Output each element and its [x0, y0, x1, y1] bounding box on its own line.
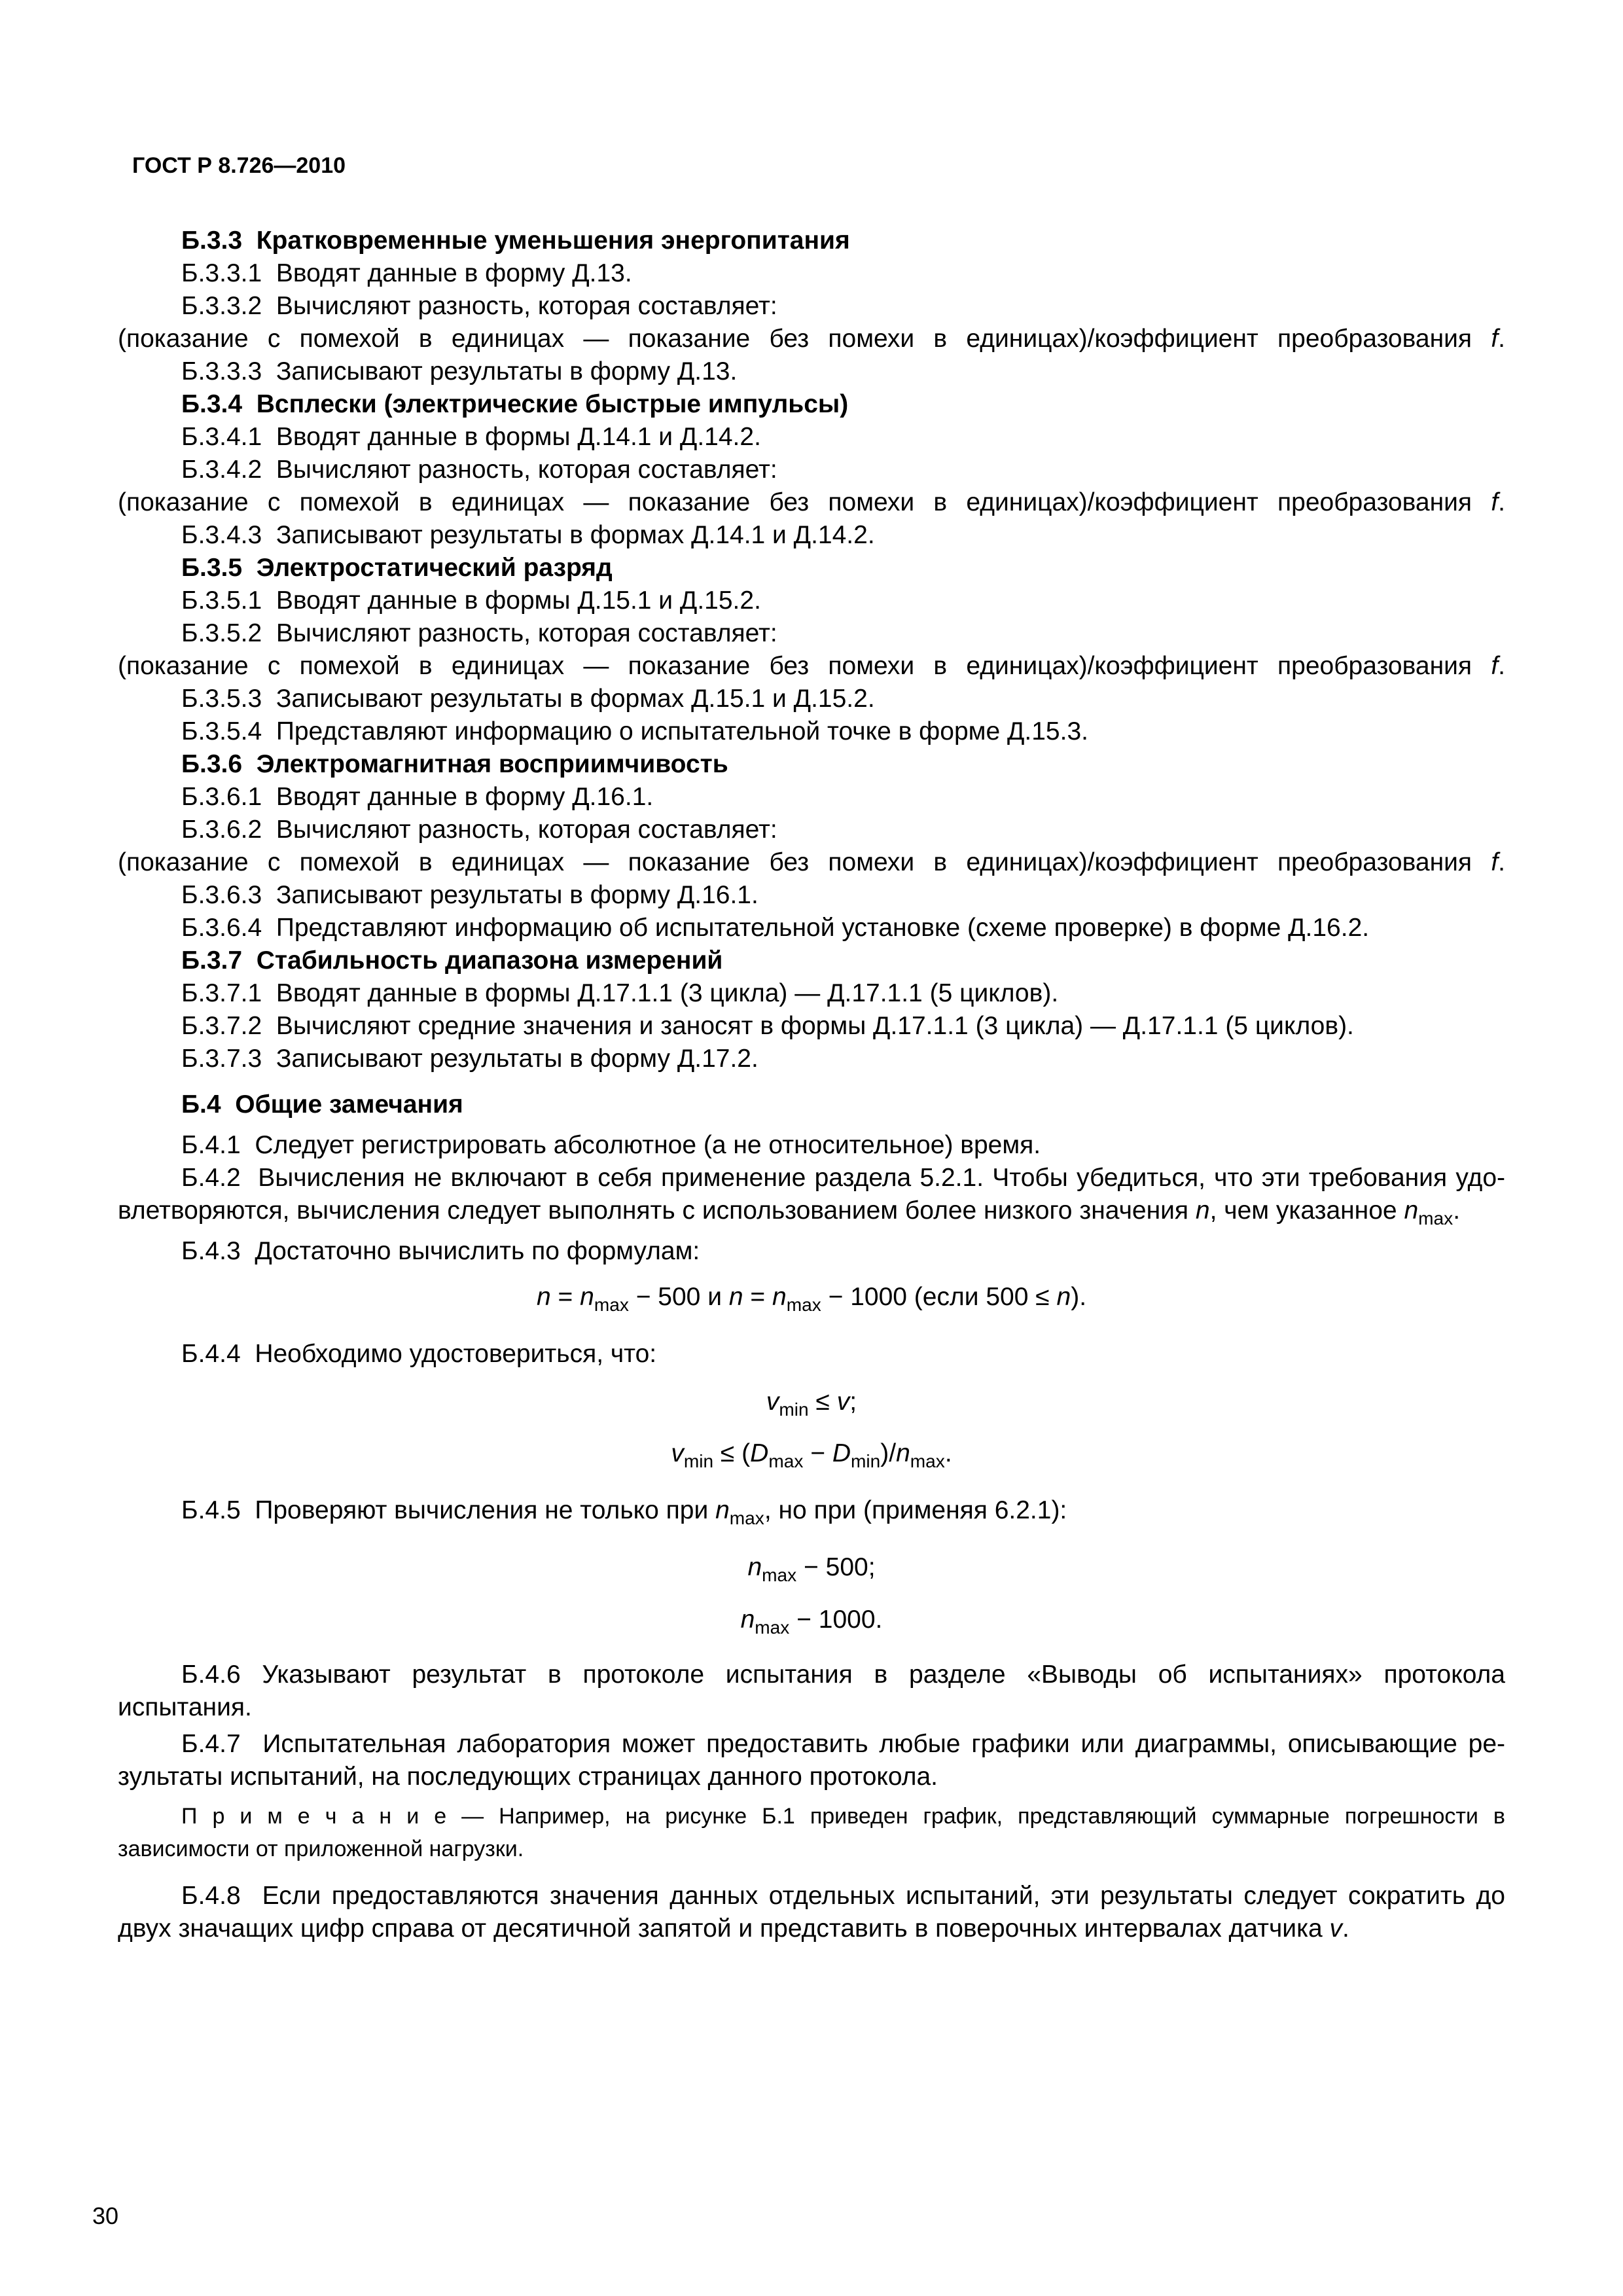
text-line: Б.3.3 Кратковременные уменьшения энергопитания	[181, 226, 850, 255]
text-line: Б.3.6.3 Записывают результаты в форму Д.16.1.	[181, 881, 758, 909]
text-line: $v_{min} \le v$;	[766, 1387, 857, 1420]
text-line: Б.3.7 Стабильность диапазона измерений	[181, 946, 723, 975]
text-line: Б.3.4.3 Записывают результаты в формах Д.14.1 и Д.14.2.	[181, 521, 875, 549]
text-line: $n_{max} - 1000$.	[740, 1605, 883, 1638]
text-line: Б.3.5.3 Записывают результаты в формах Д.15.1 и Д.15.2.	[181, 685, 875, 713]
text-line: (показание с помехой в единицах — показание без помехи в единицах)/коэффициент преобразования f.	[118, 652, 1505, 680]
text-line: Б.3.6.2 Вычисляют разность, которая составляет:	[181, 816, 777, 844]
text-line: Б.4.6 Указывают результат в протоколе испытания в разделе «Выводы об испытаниях» протокола	[181, 1660, 1505, 1689]
text-line: (показание с помехой в единицах — показание без помехи в единицах)/коэффициент преобразования f.	[118, 325, 1505, 353]
page-number: 30	[92, 2202, 119, 2229]
text-line: (показание с помехой в единицах — показание без помехи в единицах)/коэффициент преобразования f.	[118, 488, 1505, 516]
text-line: Б.4.8 Если предоставляются значения данных отдельных испытаний, эти результаты следует сократить до	[181, 1881, 1505, 1910]
text-line: Б.4.2 Вычисления не включают в себя применение раздела 5.2.1. Чтобы убедиться, что эти требования удо-	[181, 1164, 1505, 1192]
text-line: Б.3.5 Электростатический разряд	[181, 554, 613, 582]
text-line: $n = n_{max} - 500$ и $n = n_{max} - 1000$ (если 500 ≤ n).	[536, 1282, 1087, 1315]
text-line: Б.3.5.1 Вводят данные в формы Д.15.1 и Д.15.2.	[181, 586, 761, 615]
text-line: Б.4.3 Достаточно вычислить по формулам:	[181, 1236, 700, 1265]
text-line: зависимости от приложенной нагрузки.	[118, 1836, 524, 1861]
text-line: Б.4.1 Следует регистрировать абсолютное (а не относительное) время.	[181, 1131, 1041, 1159]
text-line: $v_{min} \le (D_{max} - D_{min})/n_{max}$.	[671, 1439, 952, 1471]
text-line: (показание с помехой в единицах — показание без помехи в единицах)/коэффициент преобразования f.	[118, 848, 1505, 876]
text-line: Б.3.7.1 Вводят данные в формы Д.17.1.1 (3 цикла) — Д.17.1.1 (5 циклов).	[181, 979, 1059, 1007]
text-line: Б.4 Общие замечания	[181, 1090, 463, 1119]
text-line: Б.3.3.3 Записывают результаты в форму Д.13.	[181, 357, 738, 386]
text-line: Б.3.7.3 Записывают результаты в форму Д.17.2.	[181, 1045, 758, 1073]
text-line: Б.3.5.2 Вычисляют разность, которая составляет:	[181, 619, 777, 647]
text-line: Б.3.6.1 Вводят данные в форму Д.16.1.	[181, 783, 654, 811]
text-line: влетворяются, вычисления следует выполнять с использованием более низкого значения n, чем указанное $n_{max}$.	[118, 1196, 1461, 1229]
text-line: Б.3.4.1 Вводят данные в формы Д.14.1 и Д.14.2.	[181, 423, 761, 451]
text-line: Б.3.6 Электромагнитная восприимчивость	[181, 750, 728, 778]
standard-number-header: ГОСТ Р 8.726—2010	[132, 153, 346, 178]
text-line: Б.3.7.2 Вычисляют средние значения и заносят в формы Д.17.1.1 (3 цикла) — Д.17.1.1 (5 циклов).	[181, 1012, 1354, 1040]
text-line: Б.3.4 Всплески (электрические быстрые импульсы)	[181, 390, 849, 418]
text-line: испытания.	[118, 1693, 252, 1721]
text-line: Б.3.3.2 Вычисляют разность, которая составляет:	[181, 292, 777, 320]
text-line: Б.3.4.2 Вычисляют разность, которая составляет:	[181, 456, 777, 484]
text-line: Б.3.6.4 Представляют информацию об испытательной установке (схеме проверке) в форме Д.16.2.	[181, 914, 1370, 942]
text-line: Б.4.5 Проверяют вычисления не только при $n_{max}$, но при (применяя 6.2.1):	[181, 1496, 1067, 1528]
document-body	[118, 224, 1505, 1945]
text-line: Б.3.3.1 Вводят данные в форму Д.13.	[181, 259, 632, 287]
text-line: двух значащих цифр справа от десятичной запятой и представить в поверочных интервалах датчика v.	[118, 1914, 1349, 1943]
text-line: Б.3.5.4 Представляют информацию о испытательной точке в форме Д.15.3.	[181, 717, 1088, 745]
text-line: П р и м е ч а н и е — Например, на рисунке Б.1 приведен график, представляющий суммарные погрешности в	[181, 1803, 1505, 1829]
text-line: $n_{max} - 500$;	[747, 1552, 876, 1585]
text-line: Б.4.7 Испытательная лаборатория может предоставить любые графики или диаграммы, описывающие ре-	[181, 1729, 1505, 1758]
text-line: зультаты испытаний, на последующих страницах данного протокола.	[118, 1762, 938, 1791]
text-line: Б.4.4 Необходимо удостовериться, что:	[181, 1339, 657, 1368]
